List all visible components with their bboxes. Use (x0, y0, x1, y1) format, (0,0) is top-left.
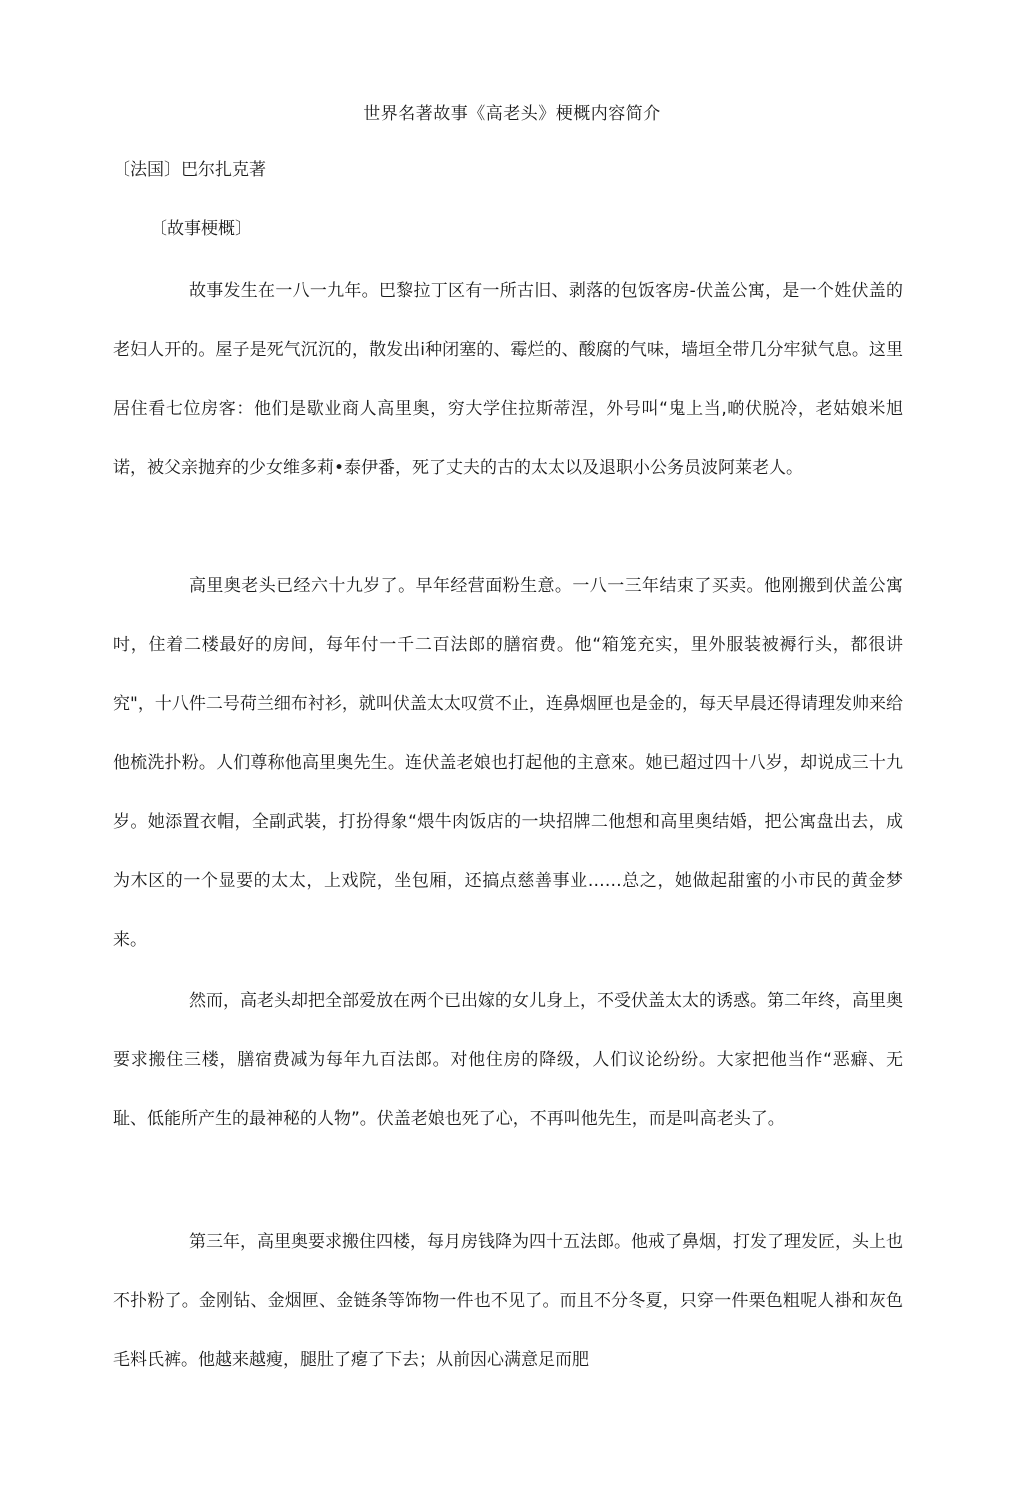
paragraph: 第三年，高里奥要求搬住四楼，每月房钱降为四十五法郎。他戒了鼻烟，打发了理发匠，头上也不扑粉了。金刚钻、金烟匣、金链条等饰物一件也不见了。而且不分冬夏，只穿一件栗色粗呢人褂和灰色毛料氏裤。他越来越瘦，腿肚了瘪了下去；从前因心满意足而肥 (113, 1232, 903, 1370)
document-title: 世界名著故事《高老头》梗概内容简介 (363, 104, 661, 124)
author-line: 〔法国〕巴尔扎克著 (113, 160, 266, 180)
section-heading: 〔故事梗概〕 (150, 219, 252, 239)
paragraph: 然而，高老头却把全部爱放在两个已出嫁的女儿身上，不受伏盖太太的诱惑。第二年终，高里奥要求搬住三楼，膳宿费减为每年九百法郎。对他住房的降级，人们议论纷纷。大家把他当作“恶癖、无耻、低能所产生的最神秘的人物”。伏盖老娘也死了心，不再叫他先生，而是叫高老头了。 (113, 991, 903, 1129)
paragraph: 故事发生在一八一九年。巴黎拉丁区有一所古旧、剥落的包饭客房-伏盖公寓，是一个姓伏盖的老妇人开的。屋子是死气沉沉的，散发出i种闭塞的、霉烂的、酸腐的气味，墙垣全带几分牢狱气息。这里居住看七位房客：他们是歇业商人高里奥，穷大学住拉斯蒂涅，外号叫“鬼上当,啲伏脱冷，老姑娘米旭诺，被父亲抛弃的少女维多莉•泰伊番，死了丈夫的古的太太以及退职小公务员波阿莱老人。 (113, 281, 903, 478)
paragraph: 高里奥老头已经六十九岁了。早年经营面粉生意。一八一三年结束了买卖。他刚搬到伏盖公寓吋，住着二楼最好的房间，每年付一千二百法郎的膳宿费。他“箱笼充实，里外服装被褥行头，都很讲究"，十八件二号荷兰细布衬衫，就叫伏盖太太叹赏不止，连鼻烟匣也是金的，每天早晨还得请理发帅来给他梳洗扑粉。人们尊称他高里奥先生。连伏盖老娘也打起他的主意來。她已超过四十八岁，却说成三十九岁。她添置衣帽，全副武裝，打扮得象“煨牛肉饭店的一块招牌二他想和高里奥结婚，把公寓盘出去，成为木区的一个显要的太太，上戏院，坐包厢，还搞点慈善事业……总之，她做起甜蜜的小市民的黄金梦来。 (113, 576, 903, 950)
